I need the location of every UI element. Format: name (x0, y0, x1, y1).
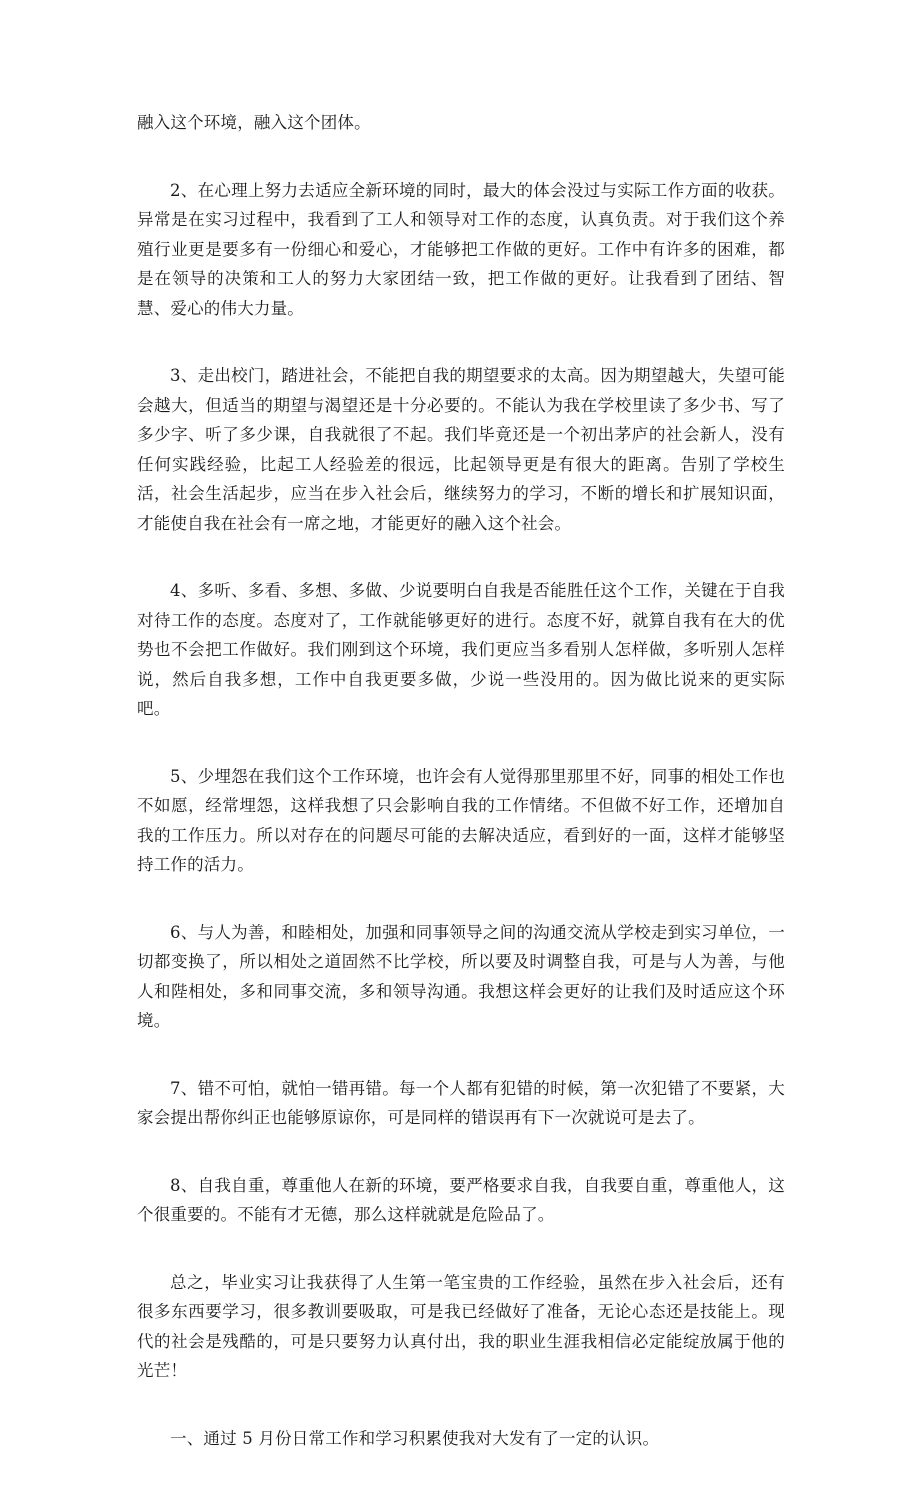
paragraph-section-one: 一、通过 5 月份日常工作和学习积累使我对大发有了一定的认识。 (170, 1428, 660, 1448)
paragraph-point-3: 3、走出校门，踏进社会，不能把自我的期望要求的太高。因为期望越大，失望可能会越大，但适当的期望与渴望还是十分必要的。不能认为我在学校里读了多少书、写了多少字、听了多少课，自我就很了不起。我们毕竟还是一个初出茅庐的社会新人，没有任何实践经验，比起工人经验差的很远，比起领导更是有很大的距离。告别了学校生活，社会生活起步，应当在步入社会后，继续努力的学习，不断的增长和扩展知识面，才能使自我在社会有一席之地，才能更好的融入这个社会。 (137, 366, 785, 533)
paragraph-point-7: 7、错不可怕，就怕一错再错。每一个人都有犯错的时候，第一次犯错了不要紧，大家会提出帮你纠正也能够原谅你，可是同样的错误再有下一次就说可是去了。 (137, 1078, 785, 1127)
paragraph-conclusion: 总之，毕业实习让我获得了人生第一笔宝贵的工作经验，虽然在步入社会后，还有很多东西要学习，很多教训要吸取，可是我已经做好了准备，无论心态还是技能上。现代的社会是残酷的，可是只要努力认真付出，我的职业生涯我相信必定能绽放属于他的光芒！ (137, 1272, 785, 1380)
paragraph-point-2: 2、在心理上努力去适应全新环境的同时，最大的体会没过与实际工作方面的收获。异常是在实习过程中，我看到了工人和领导对工作的态度，认真负责。对于我们这个养殖行业更是要多有一份细心和爱心，才能够把工作做的更好。工作中有许多的困难，都是在领导的决策和工人的努力大家团结一致，把工作做的更好。让我看到了团结、智慧、爱心的伟大力量。 (137, 180, 785, 318)
paragraph-point-6: 6、与人为善，和睦相处，加强和同事领导之间的沟通交流从学校走到实习单位，一切都变换了，所以相处之道固然不比学校，所以要及时调整自我，可是与人为善，与他人和陛相处，多和同事交流，多和领导沟通。我想这样会更好的让我们及时适应这个环境。 (137, 922, 785, 1030)
document-body (137, 108, 785, 1491)
paragraph-point-5: 5、少埋怨在我们这个工作环境，也许会有人觉得那里那里不好，同事的相处工作也不如愿，经常埋怨，这样我想了只会影响自我的工作情绪。不但做不好工作，还增加自我的工作压力。所以对存在的问题尽可能的去解决适应，看到好的一面，这样才能够坚持工作的活力。 (137, 766, 785, 874)
paragraph-point-8: 8、自我自重，尊重他人在新的环境，要严格要求自我，自我要自重，尊重他人，这个很重要的。不能有才无德，那么这样就就是危险品了。 (137, 1175, 785, 1224)
paragraph-continuation: 融入这个环境，融入这个团体。 (137, 113, 371, 132)
paragraph-point-4: 4、多听、多看、多想、多做、少说要明白自我是否能胜任这个工作，关键在于自我对待工作的态度。态度对了，工作就能够更好的进行。态度不好，就算自我有在大的优势也不会把工作做好。我们刚到这个环境，我们更应当多看别人怎样做，多听别人怎样说，然后自我多想，工作中自我更要多做，少说一些没用的。因为做比说来的更实际吧。 (137, 581, 785, 718)
